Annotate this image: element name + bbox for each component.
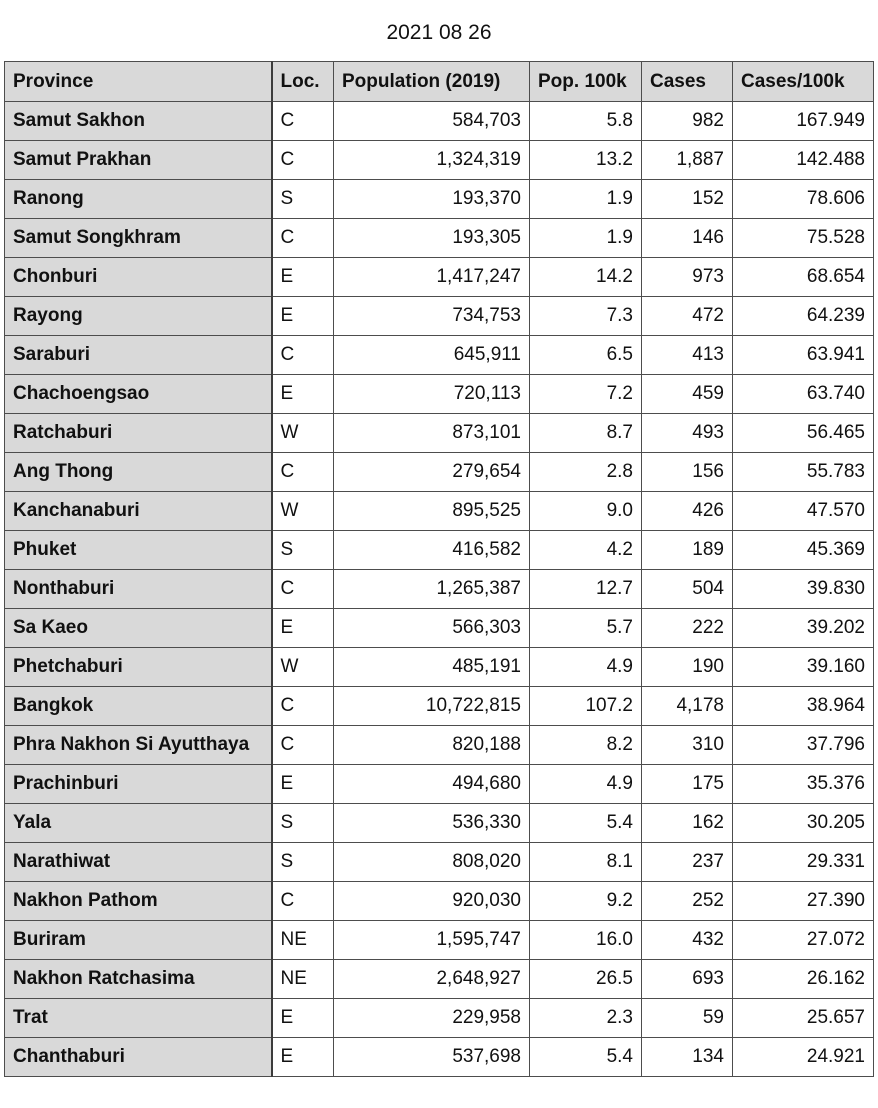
cell-pop-100k: 6.5 [530, 336, 642, 375]
cell-cases-per-100k: 63.941 [733, 336, 874, 375]
cell-province: Prachinburi [5, 765, 272, 804]
cell-pop-100k: 14.2 [530, 258, 642, 297]
cell-province: Sa Kaeo [5, 609, 272, 648]
cell-pop-100k: 8.1 [530, 843, 642, 882]
header-cases: Cases [642, 62, 733, 102]
cell-location: E [272, 765, 334, 804]
cell-cases-per-100k: 142.488 [733, 141, 874, 180]
cell-cases-per-100k: 39.160 [733, 648, 874, 687]
table-row [5, 297, 874, 336]
cell-pop-100k: 107.2 [530, 687, 642, 726]
cell-cases: 493 [642, 414, 733, 453]
page-title: 2021 08 26 [386, 21, 492, 44]
cell-population: 485,191 [334, 648, 530, 687]
cell-population: 229,958 [334, 999, 530, 1038]
cell-population: 1,595,747 [334, 921, 530, 960]
cell-pop-100k: 16.0 [530, 921, 642, 960]
table-row [5, 1038, 874, 1077]
cell-cases-per-100k: 27.390 [733, 882, 874, 921]
table-row [5, 843, 874, 882]
table-header-row [5, 62, 874, 102]
cell-population: 193,370 [334, 180, 530, 219]
cell-cases-per-100k: 64.239 [733, 297, 874, 336]
cell-province: Chonburi [5, 258, 272, 297]
cell-location: E [272, 258, 334, 297]
cell-pop-100k: 13.2 [530, 141, 642, 180]
cell-population: 808,020 [334, 843, 530, 882]
cell-cases: 156 [642, 453, 733, 492]
cell-province: Ranong [5, 180, 272, 219]
cell-population: 494,680 [334, 765, 530, 804]
cell-pop-100k: 4.9 [530, 765, 642, 804]
cell-population: 584,703 [334, 102, 530, 141]
cell-cases: 152 [642, 180, 733, 219]
cell-province: Ratchaburi [5, 414, 272, 453]
cell-population: 536,330 [334, 804, 530, 843]
cell-pop-100k: 7.3 [530, 297, 642, 336]
cell-population: 10,722,815 [334, 687, 530, 726]
table-row [5, 453, 874, 492]
cell-location: NE [272, 960, 334, 999]
cell-province: Narathiwat [5, 843, 272, 882]
cell-cases: 252 [642, 882, 733, 921]
cell-cases-per-100k: 27.072 [733, 921, 874, 960]
cell-population: 734,753 [334, 297, 530, 336]
cell-cases: 222 [642, 609, 733, 648]
cell-location: C [272, 570, 334, 609]
cell-province: Kanchanaburi [5, 492, 272, 531]
cell-cases: 162 [642, 804, 733, 843]
cell-cases: 190 [642, 648, 733, 687]
cell-cases-per-100k: 56.465 [733, 414, 874, 453]
cell-pop-100k: 1.9 [530, 219, 642, 258]
cell-province: Nakhon Pathom [5, 882, 272, 921]
cell-location: C [272, 882, 334, 921]
cell-pop-100k: 2.8 [530, 453, 642, 492]
cell-location: S [272, 843, 334, 882]
cell-location: W [272, 414, 334, 453]
cell-location: C [272, 141, 334, 180]
cell-location: W [272, 492, 334, 531]
cell-cases-per-100k: 38.964 [733, 687, 874, 726]
cell-pop-100k: 4.9 [530, 648, 642, 687]
cell-province: Yala [5, 804, 272, 843]
cell-province: Samut Prakhan [5, 141, 272, 180]
cell-cases: 413 [642, 336, 733, 375]
cell-pop-100k: 1.9 [530, 180, 642, 219]
cell-province: Nakhon Ratchasima [5, 960, 272, 999]
table-row [5, 960, 874, 999]
cell-pop-100k: 2.3 [530, 999, 642, 1038]
cell-location: E [272, 609, 334, 648]
cell-province: Rayong [5, 297, 272, 336]
cell-cases: 432 [642, 921, 733, 960]
cell-location: S [272, 804, 334, 843]
cell-cases-per-100k: 45.369 [733, 531, 874, 570]
table-body [5, 102, 874, 1077]
cell-pop-100k: 5.7 [530, 609, 642, 648]
header-pop-100k: Pop. 100k [530, 62, 642, 102]
cell-cases: 982 [642, 102, 733, 141]
table-row [5, 141, 874, 180]
cell-pop-100k: 26.5 [530, 960, 642, 999]
cell-province: Chanthaburi [5, 1038, 272, 1077]
cell-population: 720,113 [334, 375, 530, 414]
cell-pop-100k: 12.7 [530, 570, 642, 609]
table-row [5, 999, 874, 1038]
cell-location: C [272, 687, 334, 726]
cell-location: E [272, 375, 334, 414]
cell-province: Phetchaburi [5, 648, 272, 687]
cell-cases: 504 [642, 570, 733, 609]
table-row [5, 921, 874, 960]
table-row [5, 687, 874, 726]
cell-cases: 134 [642, 1038, 733, 1077]
cell-pop-100k: 5.4 [530, 1038, 642, 1077]
cell-pop-100k: 5.4 [530, 804, 642, 843]
cell-population: 920,030 [334, 882, 530, 921]
cell-location: S [272, 531, 334, 570]
cell-pop-100k: 5.8 [530, 102, 642, 141]
table-row [5, 609, 874, 648]
cell-province: Buriram [5, 921, 272, 960]
cell-cases: 426 [642, 492, 733, 531]
table-row [5, 375, 874, 414]
header-location: Loc. [272, 62, 334, 102]
cell-province: Phra Nakhon Si Ayutthaya [5, 726, 272, 765]
cell-location: C [272, 336, 334, 375]
cell-province: Phuket [5, 531, 272, 570]
table-row [5, 102, 874, 141]
cell-population: 537,698 [334, 1038, 530, 1077]
header-province: Province [5, 62, 272, 102]
cell-province: Samut Songkhram [5, 219, 272, 258]
cell-pop-100k: 9.0 [530, 492, 642, 531]
table-row [5, 180, 874, 219]
table-row [5, 648, 874, 687]
cell-cases: 459 [642, 375, 733, 414]
cell-cases-per-100k: 39.830 [733, 570, 874, 609]
cell-cases-per-100k: 26.162 [733, 960, 874, 999]
cell-location: W [272, 648, 334, 687]
table-row [5, 414, 874, 453]
cell-cases: 973 [642, 258, 733, 297]
table-row [5, 336, 874, 375]
cell-province: Chachoengsao [5, 375, 272, 414]
cell-cases-per-100k: 75.528 [733, 219, 874, 258]
cell-pop-100k: 4.2 [530, 531, 642, 570]
table-row [5, 570, 874, 609]
cell-province: Bangkok [5, 687, 272, 726]
table-row [5, 726, 874, 765]
cell-cases-per-100k: 78.606 [733, 180, 874, 219]
cell-province: Saraburi [5, 336, 272, 375]
cell-cases-per-100k: 37.796 [733, 726, 874, 765]
table-row [5, 492, 874, 531]
cell-cases-per-100k: 29.331 [733, 843, 874, 882]
cell-population: 820,188 [334, 726, 530, 765]
table-row [5, 258, 874, 297]
cell-population: 895,525 [334, 492, 530, 531]
cell-population: 1,324,319 [334, 141, 530, 180]
header-cases-per-100k: Cases/100k [733, 62, 874, 102]
cell-population: 279,654 [334, 453, 530, 492]
cell-pop-100k: 8.7 [530, 414, 642, 453]
cell-province: Trat [5, 999, 272, 1038]
cell-location: C [272, 219, 334, 258]
cell-cases: 4,178 [642, 687, 733, 726]
cell-cases: 237 [642, 843, 733, 882]
cell-cases: 175 [642, 765, 733, 804]
table-row [5, 882, 874, 921]
cell-province: Ang Thong [5, 453, 272, 492]
cell-location: E [272, 999, 334, 1038]
cell-cases-per-100k: 63.740 [733, 375, 874, 414]
cell-location: NE [272, 921, 334, 960]
cell-population: 645,911 [334, 336, 530, 375]
cell-cases-per-100k: 47.570 [733, 492, 874, 531]
cell-population: 1,417,247 [334, 258, 530, 297]
cell-pop-100k: 9.2 [530, 882, 642, 921]
cell-cases: 310 [642, 726, 733, 765]
table-row [5, 219, 874, 258]
header-population: Population (2019) [334, 62, 530, 102]
table-row [5, 804, 874, 843]
cell-cases-per-100k: 25.657 [733, 999, 874, 1038]
cell-population: 2,648,927 [334, 960, 530, 999]
cell-province: Samut Sakhon [5, 102, 272, 141]
province-cases-table [4, 61, 874, 1077]
cell-cases: 472 [642, 297, 733, 336]
cell-pop-100k: 7.2 [530, 375, 642, 414]
cell-population: 873,101 [334, 414, 530, 453]
cell-cases: 146 [642, 219, 733, 258]
cell-location: C [272, 453, 334, 492]
cell-province: Nonthaburi [5, 570, 272, 609]
cell-cases: 59 [642, 999, 733, 1038]
cell-cases-per-100k: 55.783 [733, 453, 874, 492]
cell-population: 566,303 [334, 609, 530, 648]
cell-cases-per-100k: 39.202 [733, 609, 874, 648]
table-row [5, 531, 874, 570]
cell-cases-per-100k: 35.376 [733, 765, 874, 804]
cell-cases-per-100k: 24.921 [733, 1038, 874, 1077]
cell-population: 193,305 [334, 219, 530, 258]
cell-location: E [272, 297, 334, 336]
table-row [5, 765, 874, 804]
cell-population: 1,265,387 [334, 570, 530, 609]
cell-pop-100k: 8.2 [530, 726, 642, 765]
cell-cases: 1,887 [642, 141, 733, 180]
cell-location: C [272, 726, 334, 765]
cell-cases-per-100k: 167.949 [733, 102, 874, 141]
cell-location: E [272, 1038, 334, 1077]
cell-population: 416,582 [334, 531, 530, 570]
cell-location: S [272, 180, 334, 219]
cell-cases: 693 [642, 960, 733, 999]
cell-location: C [272, 102, 334, 141]
cell-cases: 189 [642, 531, 733, 570]
cell-cases-per-100k: 30.205 [733, 804, 874, 843]
cell-cases-per-100k: 68.654 [733, 258, 874, 297]
